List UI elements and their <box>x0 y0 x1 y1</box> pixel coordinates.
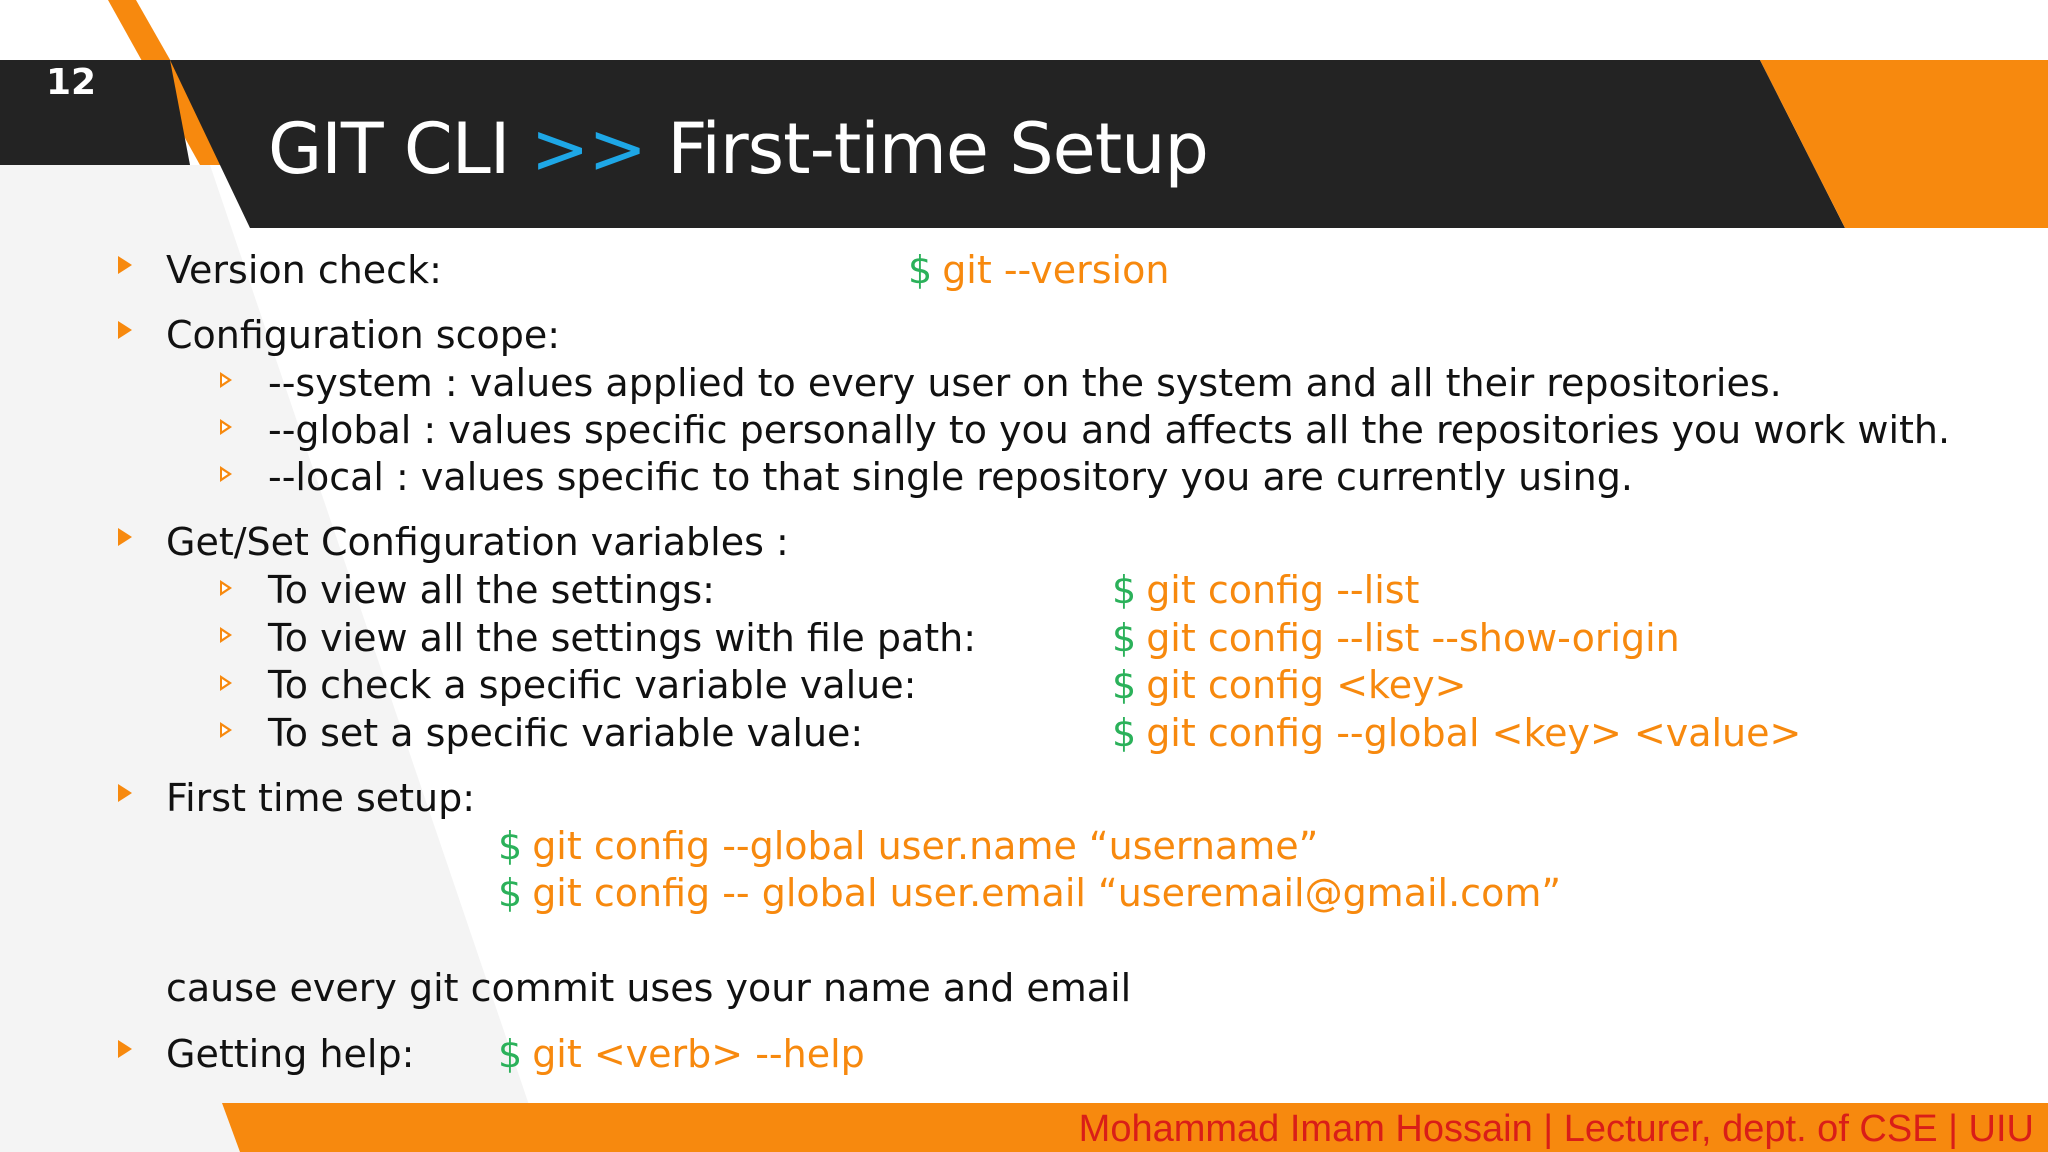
get-set-config-label: Get/Set Configuration variables : <box>166 520 789 564</box>
view-settings-label: To view all the settings: <box>268 568 715 612</box>
prompt-symbol: $ <box>1112 568 1137 612</box>
command-text: git config <key> <box>1146 663 1467 707</box>
bullet-icon <box>118 321 132 339</box>
sub-bullet-icon <box>220 419 232 435</box>
sub-bullet-icon <box>220 722 232 738</box>
slide-number: 12 <box>46 62 97 103</box>
command-text: git config -- global user.email “useremail@gmail.com” <box>532 871 1562 915</box>
prompt-symbol: $ <box>498 824 523 868</box>
view-settings-path-label: To view all the settings with file path: <box>268 616 977 660</box>
prompt-symbol: $ <box>498 1032 523 1076</box>
view-settings-path-command <box>1112 616 1680 660</box>
cause-note: cause every git commit uses your name and email <box>166 966 1132 1010</box>
scope-system-item: --system : values applied to every user on the system and all their repositories. <box>268 361 1782 405</box>
first-time-setup-label: First time setup: <box>166 776 476 820</box>
prompt-symbol: $ <box>498 871 523 915</box>
prompt-symbol: $ <box>908 248 933 292</box>
command-text: git --version <box>942 248 1170 292</box>
command-text: git <verb> --help <box>532 1032 865 1076</box>
prompt-symbol: $ <box>1112 616 1137 660</box>
command-text: git config --list <box>1146 568 1420 612</box>
version-check-label: Version check: <box>166 248 442 292</box>
sub-bullet-icon <box>220 627 232 643</box>
config-scope-label: Configuration scope: <box>166 313 561 357</box>
set-username-command <box>498 824 1318 868</box>
command-text: git config --global user.name “username” <box>532 824 1319 868</box>
set-variable-command <box>1112 711 1801 755</box>
set-variable-label: To set a specific variable value: <box>268 711 864 755</box>
sub-bullet-icon <box>220 580 232 596</box>
bullet-icon <box>118 1040 132 1058</box>
set-email-command <box>498 871 1561 915</box>
prompt-symbol: $ <box>1112 663 1137 707</box>
view-settings-command <box>1112 568 1419 612</box>
version-check-command <box>908 248 1169 292</box>
sub-bullet-icon <box>220 466 232 482</box>
getting-help-label: Getting help: <box>166 1032 415 1076</box>
scope-local-item: --local : values specific to that single repository you are currently using. <box>268 455 1633 499</box>
bullet-icon <box>118 784 132 802</box>
bullet-icon <box>118 528 132 546</box>
check-variable-label: To check a specific variable value: <box>268 663 917 707</box>
command-text: git config --global <key> <value> <box>1146 711 1802 755</box>
check-variable-command <box>1112 663 1466 707</box>
prompt-symbol: $ <box>1112 711 1137 755</box>
scope-global-item: --global : values specific personally to you and affects all the repositories you work with. <box>268 408 1951 452</box>
title-part-1: GIT CLI <box>268 108 510 190</box>
page-title <box>268 108 1208 190</box>
footer-credit: Mohammad Imam Hossain | Lecturer, dept. of CSE | UIU <box>1078 1108 2034 1150</box>
sub-bullet-icon <box>220 372 232 388</box>
title-separator: >> <box>530 108 646 190</box>
getting-help-command <box>498 1032 865 1076</box>
command-text: git config --list --show-origin <box>1146 616 1680 660</box>
sub-bullet-icon <box>220 675 232 691</box>
bullet-icon <box>118 256 132 274</box>
title-part-2: First-time Setup <box>667 108 1208 190</box>
